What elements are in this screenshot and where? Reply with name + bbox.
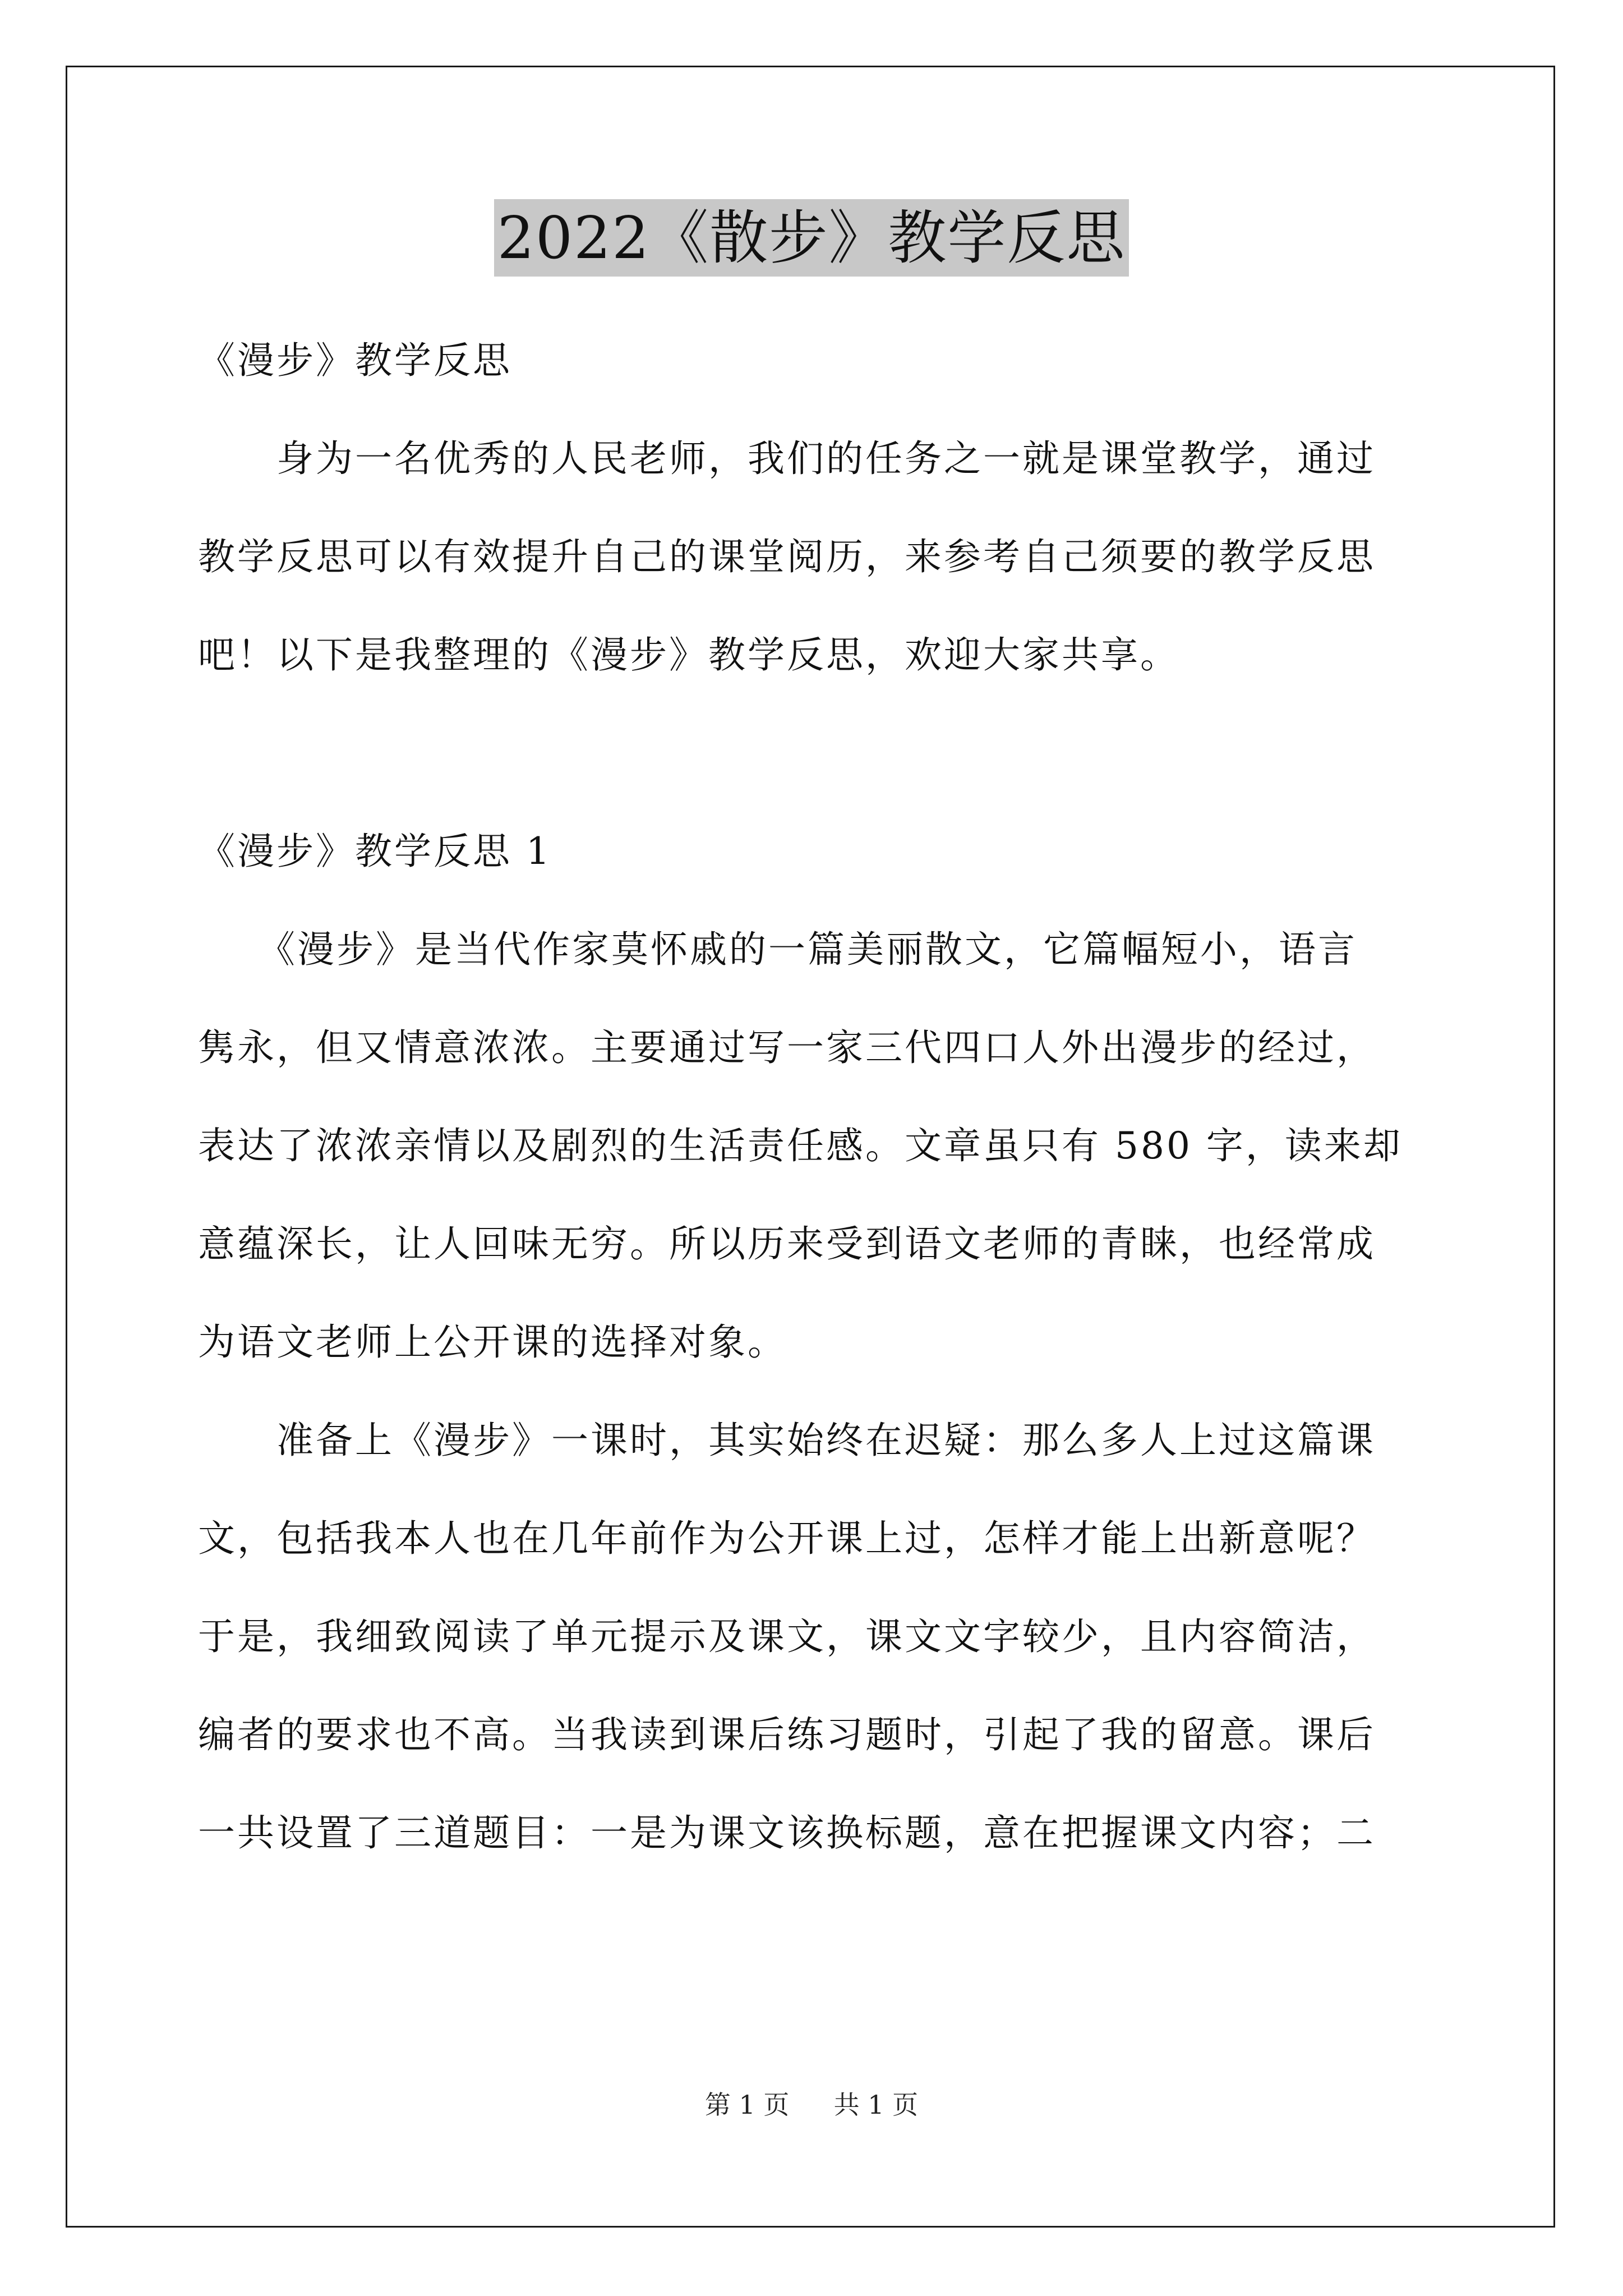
paragraph-line: 文，包括我本人也在几年前作为公开课上过，怎样才能上出新意呢？ bbox=[198, 1517, 1376, 1560]
paragraph-line: 意蕴深长，让人回味无穷。所以历来受到语文老师的青睐，也经常成 bbox=[198, 1222, 1376, 1266]
paragraph-line: 于是，我细致阅读了单元提示及课文，课文文字较少，且内容简洁， bbox=[198, 1615, 1376, 1658]
paragraph-line: 为语文老师上公开课的选择对象。 bbox=[198, 1320, 787, 1364]
paragraph-line: 表达了浓浓亲情以及剧烈的生活责任感。文章虽只有 580 字，读来却 bbox=[198, 1124, 1403, 1167]
paragraph-line: 吧！以下是我整理的《漫步》教学反思，欢迎大家共享。 bbox=[198, 633, 1179, 677]
paragraph-line: 《漫步》是当代作家莫怀戚的一篇美丽散文，它篇幅短小，语言 bbox=[198, 928, 1357, 971]
blank-line bbox=[198, 704, 1432, 802]
paragraph-line: 教学反思可以有效提升自己的课堂阅历，来参考自己须要的教学反思 bbox=[198, 535, 1376, 578]
heading-section-1: 《漫步》教学反思 1 bbox=[198, 830, 552, 873]
paragraph-line: 编者的要求也不高。当我读到课后练习题时，引起了我的留意。课后 bbox=[198, 1713, 1376, 1756]
document-body bbox=[198, 311, 1432, 1882]
page-count: 共 1 页 bbox=[833, 2090, 919, 2120]
document-title: 2022《散步》教学反思 bbox=[494, 199, 1129, 277]
paragraph-line: 隽永，但又情意浓浓。主要通过写一家三代四口人外出漫步的经过， bbox=[198, 1026, 1376, 1069]
paragraph-line: 身为一名优秀的人民老师，我们的任务之一就是课堂教学，通过 bbox=[198, 437, 1376, 480]
page-number: 第 1 页 bbox=[704, 2090, 790, 2120]
page-footer bbox=[0, 2088, 1623, 2122]
heading-intro: 《漫步》教学反思 bbox=[198, 339, 512, 382]
paragraph-line: 准备上《漫步》一课时，其实始终在迟疑：那么多人上过这篇课 bbox=[198, 1419, 1376, 1462]
paragraph-line: 一共设置了三道题目：一是为课文该换标题，意在把握课文内容；二 bbox=[198, 1811, 1376, 1855]
title-container bbox=[0, 199, 1623, 277]
